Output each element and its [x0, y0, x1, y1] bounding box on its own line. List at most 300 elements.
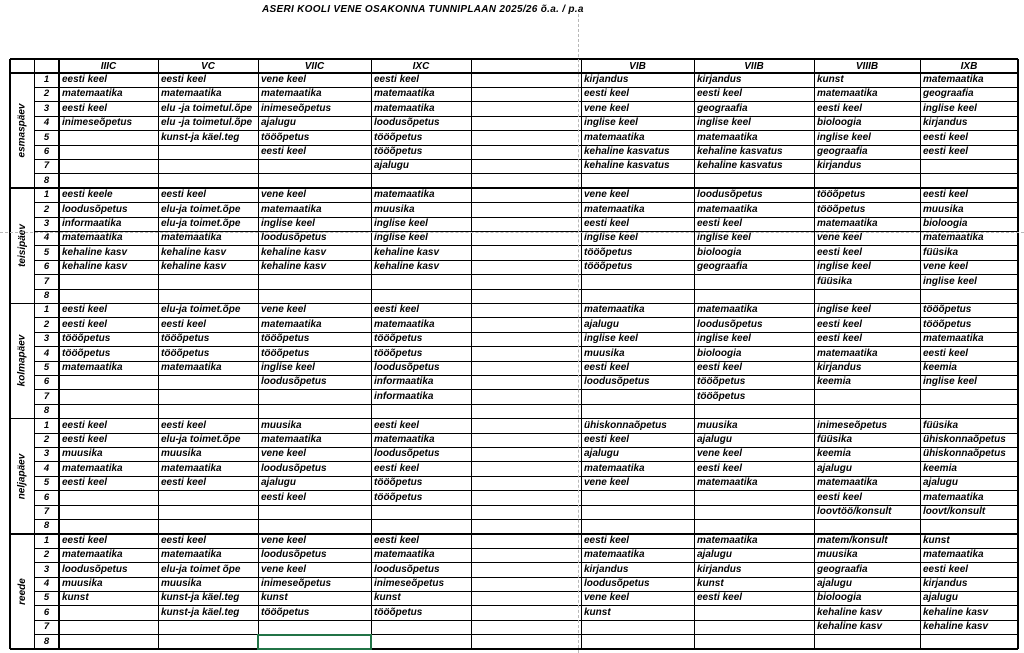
lesson-cell[interactable]: vene keel — [261, 563, 307, 575]
lesson-cell[interactable]: matemaatika — [374, 318, 435, 330]
lesson-cell[interactable] — [814, 289, 920, 303]
lesson-cell[interactable]: inimeseõpetus — [62, 117, 133, 129]
lesson-cell[interactable]: ajalugu — [584, 318, 620, 330]
lesson-cell[interactable]: inglise keel — [697, 232, 751, 244]
lesson-cell[interactable] — [471, 116, 581, 130]
lesson-cell[interactable]: elu -ja toimetul.õpe — [161, 117, 253, 129]
lesson-cell[interactable]: ühiskonnaõpetus — [923, 448, 1006, 460]
lesson-cell[interactable] — [694, 635, 814, 649]
lesson-cell[interactable] — [471, 375, 581, 389]
lesson-cell[interactable] — [920, 289, 1018, 303]
lesson-cell[interactable] — [814, 635, 920, 649]
lesson-cell[interactable] — [471, 419, 581, 433]
lesson-cell[interactable]: eesti keel — [374, 304, 420, 316]
lesson-cell[interactable]: füüsika — [923, 246, 959, 258]
lesson-cell[interactable]: vene keel — [697, 448, 743, 460]
sheet-title-text[interactable]: ASERI KOOLI VENE OSAKONNA TUNNIPLAAN 2025/26 õ.a. / p.a — [262, 4, 584, 15]
lesson-cell[interactable]: ajalugu — [697, 549, 733, 561]
lesson-cell[interactable]: muusika — [923, 203, 964, 215]
lesson-cell[interactable] — [471, 217, 581, 231]
lesson-cell[interactable]: kehaline kasvatus — [697, 160, 783, 172]
lesson-cell[interactable]: elu-ja toimet.õpe — [161, 203, 241, 215]
lesson-cell[interactable]: matemaatika — [261, 88, 322, 100]
lesson-cell[interactable]: matemaatika — [584, 203, 645, 215]
lesson-cell[interactable] — [471, 159, 581, 173]
lesson-cell[interactable] — [258, 519, 371, 533]
lesson-cell[interactable] — [581, 275, 694, 289]
lesson-cell[interactable] — [371, 289, 471, 303]
lesson-cell[interactable] — [59, 620, 158, 634]
lesson-cell[interactable]: kehaline kasvatus — [697, 146, 783, 157]
lesson-cell[interactable]: inglise keel — [261, 362, 315, 373]
lesson-cell[interactable] — [471, 246, 581, 260]
lesson-cell[interactable] — [694, 404, 814, 418]
lesson-cell[interactable] — [59, 390, 158, 404]
lesson-cell[interactable]: tööõpetus — [374, 333, 423, 345]
lesson-cell[interactable]: loodusõpetus — [374, 448, 440, 460]
lesson-cell[interactable] — [371, 505, 471, 519]
lesson-cell[interactable] — [258, 174, 371, 188]
lesson-cell[interactable]: tööõpetus — [584, 261, 633, 273]
lesson-cell[interactable] — [920, 404, 1018, 418]
lesson-cell[interactable] — [158, 519, 258, 533]
lesson-cell[interactable]: eesti keel — [923, 131, 969, 143]
lesson-cell[interactable]: eesti keel — [374, 74, 420, 85]
lesson-cell[interactable]: kehaline kasv — [261, 261, 327, 273]
lesson-cell[interactable]: inglise keel — [374, 218, 428, 229]
lesson-cell[interactable] — [581, 289, 694, 303]
lesson-cell[interactable]: vene keel — [261, 189, 307, 201]
lesson-cell[interactable] — [59, 491, 158, 505]
lesson-cell[interactable]: bioloogia — [817, 117, 862, 129]
lesson-cell[interactable]: matemaatika — [374, 88, 435, 100]
lesson-cell[interactable] — [158, 275, 258, 289]
lesson-cell[interactable]: eesti keel — [161, 419, 207, 431]
lesson-cell[interactable] — [694, 174, 814, 188]
lesson-cell[interactable] — [694, 275, 814, 289]
lesson-cell[interactable]: kehaline kasv — [161, 261, 227, 273]
lesson-cell[interactable] — [814, 404, 920, 418]
lesson-cell[interactable]: eesti keel — [62, 477, 108, 489]
lesson-cell[interactable]: tööõpetus — [374, 477, 423, 489]
lesson-cell[interactable]: eesti keel — [923, 347, 969, 359]
lesson-cell[interactable] — [158, 491, 258, 505]
lesson-cell[interactable] — [471, 404, 581, 418]
lesson-cell[interactable]: matemaatika — [923, 491, 984, 503]
lesson-cell[interactable]: inimeseõpetus — [374, 578, 445, 589]
lesson-cell[interactable]: tööõpetus — [161, 347, 210, 359]
lesson-cell[interactable]: matemaatika — [923, 549, 984, 561]
lesson-cell[interactable]: geograafia — [817, 563, 868, 575]
lesson-cell[interactable]: loodusõpetus — [374, 362, 440, 373]
lesson-cell[interactable] — [371, 519, 471, 533]
lesson-cell[interactable]: eesti keel — [817, 491, 863, 503]
lesson-cell[interactable]: eesti keele — [62, 189, 113, 201]
lesson-cell[interactable] — [581, 174, 694, 188]
lesson-cell[interactable] — [814, 390, 920, 404]
lesson-cell[interactable] — [694, 289, 814, 303]
lesson-cell[interactable]: tööõpetus — [161, 333, 210, 345]
lesson-cell[interactable] — [158, 289, 258, 303]
lesson-cell[interactable]: ajalugu — [923, 592, 959, 604]
lesson-cell[interactable]: matemaatika — [697, 534, 758, 546]
lesson-cell[interactable]: muusika — [62, 578, 103, 589]
lesson-cell[interactable] — [471, 145, 581, 159]
lesson-cell[interactable] — [258, 289, 371, 303]
lesson-cell[interactable] — [59, 404, 158, 418]
lesson-cell[interactable]: kehaline kasv — [374, 261, 440, 273]
lesson-cell[interactable]: eesti keel — [374, 534, 420, 546]
lesson-cell[interactable]: loodusõpetus — [584, 376, 650, 388]
lesson-cell[interactable] — [471, 534, 581, 548]
lesson-cell[interactable] — [371, 404, 471, 418]
lesson-cell[interactable] — [471, 505, 581, 519]
lesson-cell[interactable] — [471, 87, 581, 101]
lesson-cell[interactable]: matemaatika — [697, 131, 758, 143]
lesson-cell[interactable]: eesti keel — [62, 102, 108, 114]
lesson-cell[interactable]: vene keel — [923, 261, 969, 273]
lesson-cell[interactable]: kunst-ja käel.teg — [161, 606, 240, 618]
lesson-cell[interactable]: tööõpetus — [261, 333, 310, 345]
lesson-cell[interactable]: matemaatika — [817, 347, 878, 359]
lesson-cell[interactable]: matemaatika — [923, 333, 984, 345]
lesson-cell[interactable]: kehaline kasv — [62, 246, 128, 258]
lesson-cell[interactable]: inglise keel — [817, 261, 871, 273]
lesson-cell[interactable]: matemaatika — [817, 218, 878, 229]
lesson-cell[interactable] — [471, 102, 581, 116]
lesson-cell[interactable]: kehaline kasv — [62, 261, 128, 273]
lesson-cell[interactable] — [694, 491, 814, 505]
lesson-cell[interactable]: bioloogia — [817, 592, 862, 604]
lesson-cell[interactable] — [471, 548, 581, 562]
lesson-cell[interactable]: tööõpetus — [261, 131, 310, 143]
lesson-cell[interactable]: kunst — [62, 592, 89, 604]
lesson-cell[interactable] — [258, 505, 371, 519]
lesson-cell[interactable]: kirjandus — [817, 160, 862, 172]
lesson-cell[interactable]: loodusõpetus — [261, 549, 327, 561]
lesson-cell[interactable]: kunst — [817, 74, 844, 85]
lesson-cell[interactable] — [581, 519, 694, 533]
lesson-cell[interactable] — [471, 361, 581, 375]
lesson-cell[interactable]: matemaatika — [697, 304, 758, 316]
lesson-cell[interactable]: eesti keel — [697, 218, 743, 229]
lesson-cell[interactable]: eesti keel — [161, 477, 207, 489]
lesson-cell[interactable]: matemaatika — [584, 462, 645, 474]
lesson-cell[interactable]: ühiskonnaõpetus — [923, 434, 1006, 445]
lesson-cell[interactable]: eesti keel — [584, 534, 630, 546]
lesson-cell[interactable]: inglise keel — [584, 232, 638, 244]
lesson-cell[interactable]: elu-ja toimet õpe — [161, 563, 241, 575]
lesson-cell[interactable]: kunst — [697, 578, 724, 589]
column-header[interactable] — [471, 60, 581, 73]
lesson-cell[interactable]: elu -ja toimetul.õpe — [161, 102, 253, 114]
lesson-cell[interactable]: matemaatika — [584, 549, 645, 561]
lesson-cell[interactable]: eesti keel — [161, 74, 207, 85]
lesson-cell[interactable] — [471, 462, 581, 476]
lesson-cell[interactable]: informaatika — [374, 376, 434, 388]
lesson-cell[interactable]: eesti keel — [62, 318, 108, 330]
lesson-cell[interactable] — [471, 203, 581, 217]
lesson-cell[interactable]: muusika — [374, 203, 415, 215]
column-header[interactable]: VIIC — [304, 61, 325, 72]
lesson-cell[interactable]: tööõpetus — [374, 131, 423, 143]
lesson-cell[interactable] — [920, 174, 1018, 188]
lesson-cell[interactable]: matemaatika — [62, 88, 123, 100]
lesson-cell[interactable]: loodusõpetus — [584, 578, 650, 589]
lesson-cell[interactable] — [59, 275, 158, 289]
lesson-cell[interactable]: geograafia — [923, 88, 974, 100]
lesson-cell[interactable]: vene keel — [261, 74, 307, 85]
lesson-cell[interactable]: ajalugu — [817, 462, 853, 474]
lesson-cell[interactable]: bioloogia — [697, 347, 742, 359]
lesson-cell[interactable] — [158, 404, 258, 418]
lesson-cell[interactable] — [258, 159, 371, 173]
lesson-cell[interactable]: eesti keel — [374, 419, 420, 431]
lesson-cell[interactable]: eesti keel — [923, 189, 969, 201]
lesson-cell[interactable]: elu-ja toimet.õpe — [161, 434, 241, 445]
lesson-cell[interactable] — [471, 260, 581, 274]
lesson-cell[interactable]: eesti keel — [62, 534, 108, 546]
lesson-cell[interactable]: matemaatika — [817, 88, 878, 100]
lesson-cell[interactable] — [471, 303, 581, 317]
lesson-cell[interactable] — [471, 577, 581, 591]
lesson-cell[interactable] — [471, 73, 581, 87]
lesson-cell[interactable]: matemaatika — [261, 203, 322, 215]
lesson-cell[interactable] — [694, 505, 814, 519]
lesson-cell[interactable] — [158, 390, 258, 404]
lesson-cell[interactable]: matemaatika — [923, 74, 984, 85]
lesson-cell[interactable]: bioloogia — [923, 218, 968, 229]
lesson-cell[interactable]: tööõpetus — [817, 203, 866, 215]
lesson-cell[interactable] — [59, 159, 158, 173]
lesson-cell[interactable]: loodusõpetus — [62, 563, 128, 575]
lesson-cell[interactable]: matemaatika — [697, 477, 758, 489]
lesson-cell[interactable]: tööõpetus — [261, 347, 310, 359]
lesson-cell[interactable]: ühiskonnaõpetus — [584, 419, 667, 431]
lesson-cell[interactable]: keemia — [923, 462, 957, 474]
lesson-cell[interactable] — [581, 491, 694, 505]
lesson-cell[interactable]: kirjandus — [584, 563, 629, 575]
lesson-cell[interactable] — [471, 591, 581, 605]
lesson-cell[interactable] — [694, 519, 814, 533]
lesson-cell[interactable]: matemaatika — [261, 318, 322, 330]
lesson-cell[interactable]: matemaatika — [161, 462, 222, 474]
lesson-cell[interactable]: muusika — [584, 347, 625, 359]
lesson-cell[interactable]: informaatika — [374, 390, 434, 402]
lesson-cell[interactable]: matemaatika — [374, 102, 435, 114]
lesson-cell[interactable]: keemia — [817, 376, 851, 388]
lesson-cell[interactable] — [59, 174, 158, 188]
lesson-cell[interactable]: tööõpetus — [374, 347, 423, 359]
selected-cell-cursor[interactable] — [257, 634, 372, 650]
lesson-cell[interactable] — [158, 375, 258, 389]
lesson-cell[interactable] — [471, 563, 581, 577]
lesson-cell[interactable]: loodusõpetus — [261, 232, 327, 244]
lesson-cell[interactable]: vene keel — [261, 534, 307, 546]
lesson-cell[interactable]: füüsika — [817, 275, 853, 287]
lesson-cell[interactable]: inglise keel — [697, 333, 751, 345]
lesson-cell[interactable]: vene keel — [584, 102, 630, 114]
lesson-cell[interactable]: kehaline kasv — [374, 246, 440, 258]
lesson-cell[interactable]: füüsika — [817, 434, 853, 445]
lesson-cell[interactable]: kirjandus — [584, 74, 629, 85]
lesson-cell[interactable]: eesti keel — [817, 102, 863, 114]
lesson-cell[interactable]: tööõpetus — [62, 333, 111, 345]
lesson-cell[interactable]: muusika — [817, 549, 858, 561]
lesson-cell[interactable] — [471, 332, 581, 346]
lesson-cell[interactable] — [920, 635, 1018, 649]
column-header[interactable]: VIB — [629, 61, 646, 72]
lesson-cell[interactable] — [371, 174, 471, 188]
lesson-cell[interactable]: inglise keel — [817, 131, 871, 143]
lesson-cell[interactable] — [471, 476, 581, 490]
lesson-cell[interactable]: ajalugu — [584, 448, 620, 460]
lesson-cell[interactable]: matemaatika — [584, 131, 645, 143]
lesson-cell[interactable] — [59, 606, 158, 620]
lesson-cell[interactable] — [371, 635, 471, 649]
lesson-cell[interactable]: matemaatika — [62, 362, 123, 373]
lesson-cell[interactable] — [471, 231, 581, 245]
lesson-cell[interactable]: matemaatika — [923, 232, 984, 244]
lesson-cell[interactable]: muusika — [261, 419, 302, 431]
lesson-cell[interactable] — [581, 390, 694, 404]
lesson-cell[interactable]: eesti keel — [161, 534, 207, 546]
lesson-cell[interactable] — [471, 635, 581, 649]
lesson-cell[interactable] — [59, 519, 158, 533]
lesson-cell[interactable] — [471, 318, 581, 332]
lesson-cell[interactable] — [471, 275, 581, 289]
lesson-cell[interactable]: informaatika — [62, 218, 122, 229]
lesson-cell[interactable] — [59, 131, 158, 145]
lesson-cell[interactable]: tööõpetus — [374, 491, 423, 503]
lesson-cell[interactable]: muusika — [161, 448, 202, 460]
lesson-cell[interactable]: ajalugu — [261, 117, 297, 129]
lesson-cell[interactable] — [920, 390, 1018, 404]
lesson-cell[interactable]: kehaline kasv — [261, 246, 327, 258]
lesson-cell[interactable]: eesti keel — [261, 491, 307, 503]
lesson-cell[interactable] — [694, 606, 814, 620]
lesson-cell[interactable]: eesti keel — [62, 304, 108, 316]
lesson-cell[interactable]: kirjandus — [817, 362, 862, 373]
lesson-cell[interactable]: kunst — [374, 592, 401, 604]
lesson-cell[interactable]: inglise keel — [697, 117, 751, 129]
lesson-cell[interactable]: eesti keel — [261, 146, 307, 157]
lesson-cell[interactable]: tööõpetus — [374, 606, 423, 618]
lesson-cell[interactable]: matem/konsult — [817, 534, 888, 546]
lesson-cell[interactable]: kunst — [584, 606, 611, 618]
lesson-cell[interactable]: geograafia — [697, 261, 748, 273]
lesson-cell[interactable] — [471, 390, 581, 404]
lesson-cell[interactable] — [158, 620, 258, 634]
lesson-cell[interactable]: kehaline kasv — [923, 621, 989, 633]
lesson-cell[interactable]: ajalugu — [923, 477, 959, 489]
lesson-cell[interactable]: eesti keel — [697, 462, 743, 474]
lesson-cell[interactable] — [471, 131, 581, 145]
lesson-cell[interactable] — [371, 620, 471, 634]
lesson-cell[interactable]: eesti keel — [584, 362, 630, 373]
lesson-cell[interactable] — [920, 519, 1018, 533]
lesson-cell[interactable]: inglise keel — [261, 218, 315, 229]
lesson-cell[interactable]: eesti keel — [697, 362, 743, 373]
column-header[interactable]: IXB — [960, 61, 978, 72]
lesson-cell[interactable]: vene keel — [261, 304, 307, 316]
lesson-cell[interactable]: inglise keel — [923, 376, 977, 388]
lesson-cell[interactable]: ajalugu — [697, 434, 733, 445]
lesson-cell[interactable]: eesti keel — [584, 218, 630, 229]
lesson-cell[interactable] — [581, 505, 694, 519]
lesson-cell[interactable]: matemaatika — [161, 362, 222, 373]
lesson-cell[interactable]: matemaatika — [374, 189, 435, 201]
lesson-cell[interactable]: inglise keel — [923, 275, 977, 287]
lesson-cell[interactable]: tööõpetus — [697, 376, 746, 388]
column-header[interactable]: VIIIB — [855, 61, 879, 72]
lesson-cell[interactable]: tööõpetus — [817, 189, 866, 201]
lesson-cell[interactable]: matemaatika — [62, 462, 123, 474]
lesson-cell[interactable]: keemia — [923, 362, 957, 373]
lesson-cell[interactable] — [158, 635, 258, 649]
lesson-cell[interactable]: eesti keel — [923, 146, 969, 157]
lesson-cell[interactable]: loodusõpetus — [261, 376, 327, 388]
lesson-cell[interactable]: matemaatika — [261, 434, 322, 445]
lesson-cell[interactable]: inglise keel — [584, 333, 638, 345]
lesson-cell[interactable]: eesti keel — [817, 318, 863, 330]
lesson-cell[interactable] — [471, 491, 581, 505]
lesson-cell[interactable]: loodusõpetus — [374, 563, 440, 575]
lesson-cell[interactable]: kunst-ja käel.teg — [161, 131, 240, 143]
lesson-cell[interactable]: keemia — [817, 448, 851, 460]
column-header[interactable]: IXC — [412, 61, 430, 72]
lesson-cell[interactable]: eesti keel — [161, 189, 207, 201]
lesson-cell[interactable]: kirjandus — [697, 74, 742, 85]
lesson-cell[interactable] — [471, 188, 581, 202]
lesson-cell[interactable] — [59, 375, 158, 389]
lesson-cell[interactable]: ajalugu — [261, 477, 297, 489]
column-header[interactable]: IIIC — [100, 61, 117, 72]
lesson-cell[interactable]: geograafia — [697, 102, 748, 114]
lesson-cell[interactable]: loodusõpetus — [62, 203, 128, 215]
lesson-cell[interactable]: vene keel — [817, 232, 863, 244]
lesson-cell[interactable]: loodusõpetus — [697, 318, 763, 330]
lesson-cell[interactable] — [581, 635, 694, 649]
lesson-cell[interactable]: tööõpetus — [374, 146, 423, 157]
lesson-cell[interactable] — [258, 275, 371, 289]
lesson-cell[interactable] — [471, 519, 581, 533]
lesson-cell[interactable]: geograafia — [817, 146, 868, 157]
lesson-cell[interactable]: elu-ja toimet.õpe — [161, 218, 241, 229]
lesson-cell[interactable]: kehaline kasv — [817, 621, 883, 633]
lesson-cell[interactable] — [471, 606, 581, 620]
lesson-cell[interactable] — [581, 404, 694, 418]
lesson-cell[interactable]: tööõpetus — [62, 347, 111, 359]
lesson-cell[interactable]: inimeseõpetus — [261, 578, 332, 589]
lesson-cell[interactable]: eesti keel — [374, 462, 420, 474]
lesson-cell[interactable]: eesti keel — [697, 592, 743, 604]
lesson-cell[interactable] — [258, 620, 371, 634]
column-header[interactable]: VIIB — [744, 61, 764, 72]
lesson-cell[interactable]: kehaline kasv — [161, 246, 227, 258]
lesson-cell[interactable] — [471, 174, 581, 188]
lesson-cell[interactable] — [59, 505, 158, 519]
lesson-cell[interactable] — [920, 159, 1018, 173]
lesson-cell[interactable] — [371, 275, 471, 289]
lesson-cell[interactable]: kehaline kasvatus — [584, 146, 670, 157]
lesson-cell[interactable]: vene keel — [261, 448, 307, 460]
lesson-cell[interactable]: vene keel — [584, 477, 630, 489]
lesson-cell[interactable] — [471, 447, 581, 461]
lesson-cell[interactable]: matemaatika — [374, 549, 435, 561]
lesson-cell[interactable]: eesti keel — [923, 563, 969, 575]
lesson-cell[interactable]: tööõpetus — [697, 390, 746, 402]
